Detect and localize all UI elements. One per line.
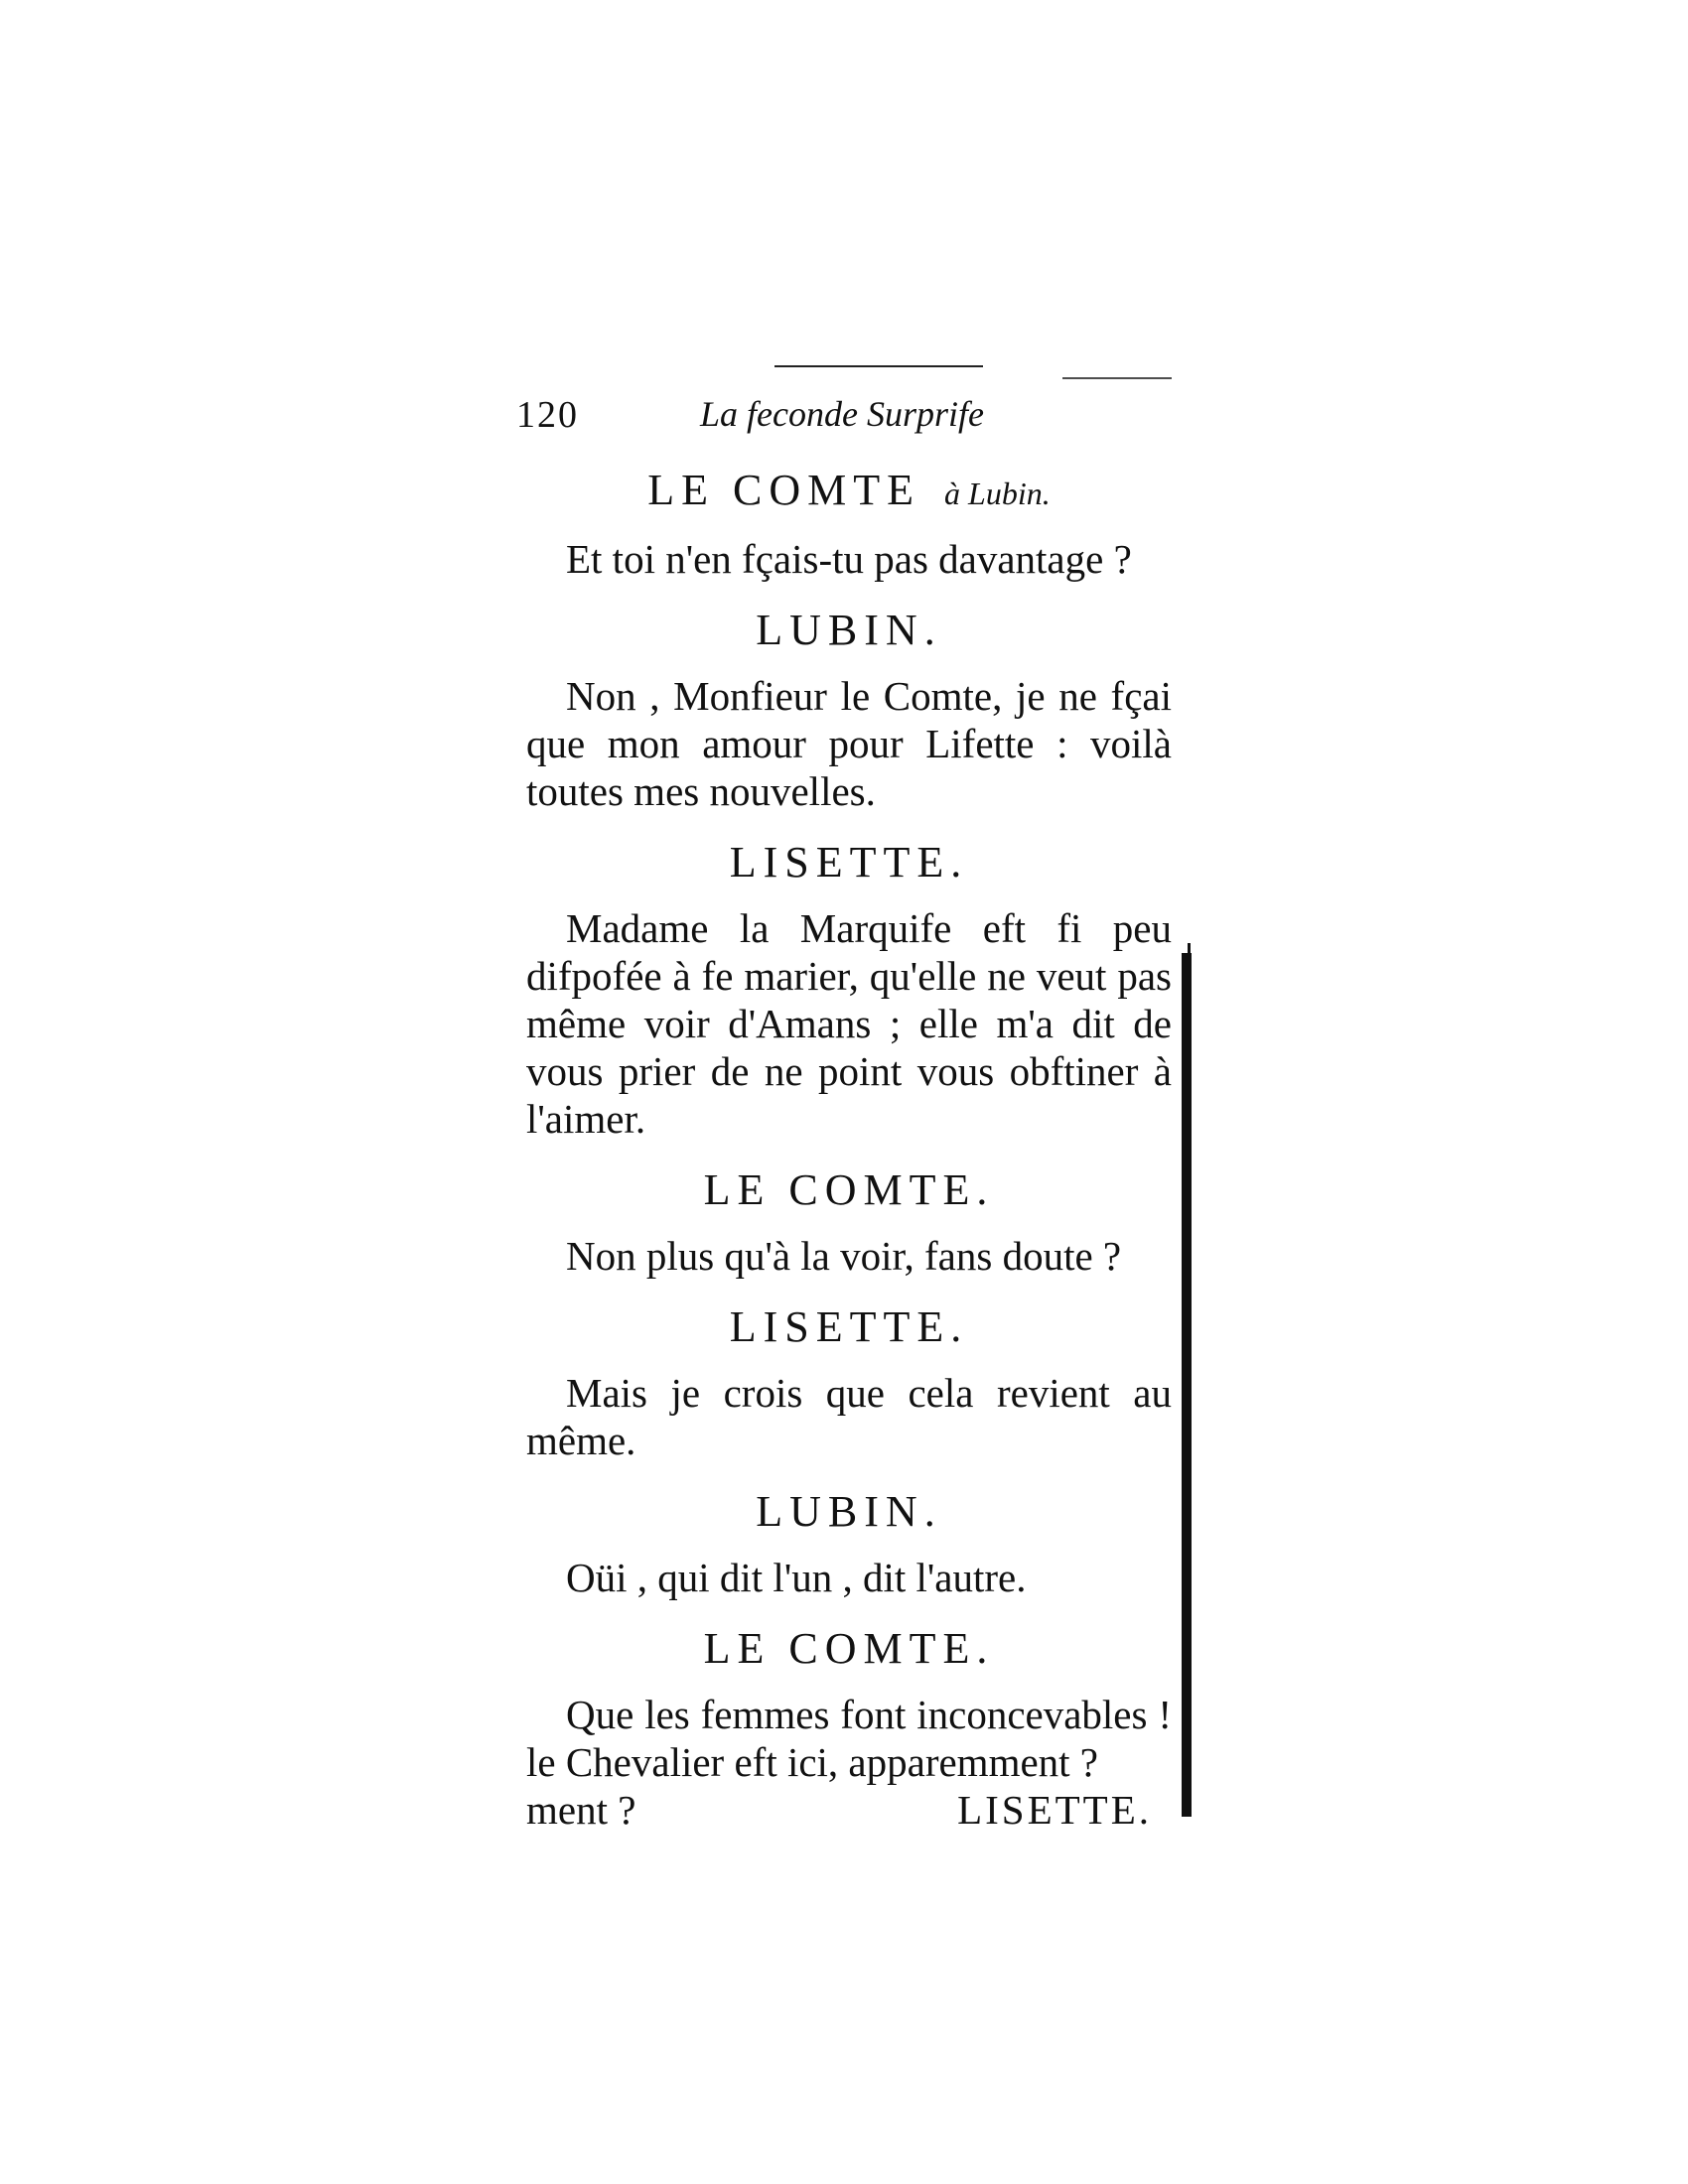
speaker-name: LISETTE.: [729, 838, 969, 887]
running-title: La feconde Surprife: [700, 394, 984, 434]
speech-paragraph: Non , Monfieur le Comte, je ne fçai que mon amour pour Lifette : voilà toutes mes nouvelles.: [526, 673, 1172, 814]
speaker-label: LE COMTE: [647, 466, 921, 514]
speaker-name: [526, 463, 1172, 521]
catchword: LISETTE.: [957, 1787, 1152, 1833]
stage-direction: à Lubin.: [944, 476, 1051, 511]
speech-paragraph: Et toi n'en fçais-tu pas davantage ?: [566, 536, 1132, 582]
speaker-name: LUBIN.: [756, 606, 942, 654]
header-rule-right: [1062, 377, 1172, 379]
speech-paragraph: Oüi , qui dit l'un , dit l'autre.: [566, 1555, 1027, 1600]
speech-continuation: ment ?: [526, 1787, 636, 1833]
dialogue-text: [526, 457, 1172, 1834]
speaker-name: LUBIN.: [756, 1487, 942, 1536]
page-header: [516, 393, 1192, 443]
page-number: 120: [516, 394, 579, 436]
final-line: [526, 1786, 1172, 1834]
gutter-shadow: [1182, 953, 1192, 1817]
speech-paragraph: Mais je crois que cela revient au même.: [526, 1370, 1172, 1463]
speech-paragraph: Madame la Marquife eft fi peu difpofée à fe marier, qu'elle ne veut pas même voir d'Amans ; elle m'a dit de vous prier de ne point vous obftiner à l'aimer.: [526, 905, 1172, 1142]
speech-paragraph: Non plus qu'à la voir, fans doute ?: [566, 1233, 1122, 1279]
header-rule: [774, 365, 983, 367]
speaker-name: LE COMTE.: [703, 1624, 995, 1673]
speaker-name: LE COMTE.: [703, 1165, 995, 1214]
speech-paragraph: Que les femmes font inconcevables ! le Chevalier eft ici, apparemment ?: [526, 1692, 1172, 1785]
speaker-name: LISETTE.: [729, 1302, 969, 1351]
